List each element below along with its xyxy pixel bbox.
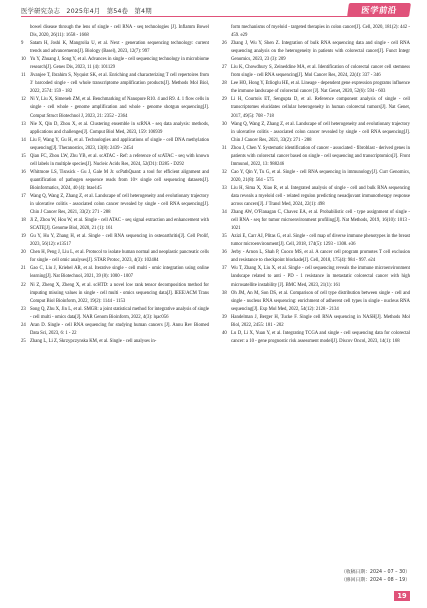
reference-text: Azizi E, Carr AJ, Plitas G, et al. Single - cell map of diverse immune phenotypes in the breast tumor microenvironment[J]. Cell, 2018, 174(5): 1293 - 1308. e36 bbox=[231, 234, 410, 248]
reference-entry bbox=[222, 145, 410, 169]
reference-text: Yu Y, Zhuang J, Song Y, et al. Advances in single - cell sequencing technology in microbiome research[J]. Genes Dis, 2023, 11 (4): 101129 bbox=[30, 57, 209, 71]
reference-entry bbox=[222, 185, 410, 209]
reference-number: 9 bbox=[21, 41, 24, 47]
reference-entry bbox=[21, 265, 209, 281]
reference-number: 34 bbox=[222, 210, 227, 216]
reference-entry bbox=[21, 217, 209, 233]
reference-number: 33 bbox=[222, 185, 227, 191]
reference-entry bbox=[222, 233, 410, 249]
reference-text: Whitmore LS, Tisnsick - Gu J, Gale M Jr. scPathQuant: a tool for efficient alignment and quantification of pathogen sequence reads from 10× single cell sequencing datasets[J]. Bioinformatics, 2024, 40 (4): btae145 bbox=[30, 169, 209, 191]
reference-text: Ji Z, Zhou W, Hou W, et al. Single - cell ATAC - seq signal extraction and enhancement with SCATE[J]. Genome Biol, 2020, 21 (1): 161 bbox=[30, 218, 209, 232]
reference-text: Ni Y, Liu X, Simeneh ZM, et al. Benchmarking of Nanopore R10. 4 and R9. 4. 1 flow cells in single - cell whole - genome amplification and whole - genome shotgun sequencing[J]. Comput Struct Biotechnol J, 2023, 21: 2352 - 2364 bbox=[30, 97, 209, 119]
reference-entry bbox=[222, 169, 410, 185]
reference-entry bbox=[21, 40, 209, 56]
reference-number: 24 bbox=[21, 322, 26, 328]
reference-number: 14 bbox=[21, 137, 26, 143]
reference-number: 22 bbox=[21, 282, 26, 288]
reference-entry bbox=[21, 338, 209, 346]
reference-text: Gu Y, Hu Y, Zhang H, et al. Single - cell RNA sequencing in osteoarthritis[J]. Cell Prolif, 2023, 56(12): e13517 bbox=[30, 234, 209, 248]
reference-text: Ni Z, Zheng X, Zheng X, et al. scHTD: a novel low rank tensor decomposition method for imputing missing values in single - cell multi - omics sequencing data[J]. IEEE/ACM Trans Comput Biol Bioinform, 2022, 19(2): 1144 - 1153 bbox=[30, 282, 209, 304]
reference-text: Jivanjee T, Ibrahim S, Nyquist SK, et al. Enriching and characterizing T cell repertoires from 3′ barcoded single - cell whole transcriptome amplification products[J]. Methods Mol Biol, 2022, 2574: 159 - 182 bbox=[30, 73, 209, 95]
reference-entry bbox=[222, 209, 410, 233]
reference-text: Gao C, Liu J, Kriebel AR, et al. Iterative single - cell multi - omic integration using online learning[J]. Nat Biotechnol, 2021, 39 (8): 1000 - 1007 bbox=[30, 266, 209, 280]
reference-entry bbox=[222, 265, 410, 289]
reference-number: 11 bbox=[21, 73, 26, 79]
journal-running-head: 医学研究杂志 2025年4月 第54卷 第4期 bbox=[21, 7, 152, 15]
reference-text: Chen H, Peng J, Liu L, et al. Protocol to isolate human normal and neoplastic pancreatic cells for single - cell omic analyses[J]. STAR Protoc, 2023, 4(3): 102484 bbox=[30, 250, 209, 264]
reference-number: 15 bbox=[21, 153, 26, 159]
reference-text: Zhang AW, O'Flanagan C, Chavez EA, et al. Probabilistic cell - type assignment of single - cell RNA - seq for tumor microenvironment profiling[J]. Nat Methods, 2019, 16(10): 1013 - 1021 bbox=[231, 210, 410, 232]
reference-number: 28 bbox=[222, 81, 227, 87]
reference-number: 25 bbox=[21, 338, 26, 344]
reference-text: Oh JM, An M, Son DS, et al. Comparison of cell type distribution between single - cell and single - nucleus RNA sequencing: enrichment of adherent cell types in single - nucleus RNA sequencing[J]. Exp Mol Med, 2022, 54(12): 2128 - 2134 bbox=[231, 290, 410, 312]
page-header bbox=[0, 0, 427, 20]
reference-number: 31 bbox=[222, 145, 227, 151]
reference-text: Song Q, Zhu X, Jin L, et al. SMGR: a joint statistical method for integrative analysis of single - cell multi - omics data[J]. NAR Genom Bioinform, 2022, 4(3): lqac056 bbox=[30, 306, 209, 320]
reference-entry bbox=[222, 249, 410, 265]
reference-entry bbox=[21, 72, 209, 96]
revised-date: （修回日期：2024 – 08 – 19） bbox=[341, 578, 410, 583]
reference-text: Aran D. Single - cell RNA sequencing for studying human cancers [J]. Annu Rev Biomed Data Sci, 2023, 6: 1 - 22 bbox=[30, 322, 209, 336]
reference-number: 29 bbox=[222, 97, 227, 103]
reference-entry bbox=[222, 80, 410, 96]
reference-number: 38 bbox=[222, 290, 227, 296]
received-date: （收稿日期：2024 – 07 – 30） bbox=[341, 570, 410, 575]
reference-number: 39 bbox=[222, 314, 227, 320]
reference-entry bbox=[21, 233, 209, 249]
reference-text: Zhang L, Li Z, Skrzypczynska KM, et al. Single - cell analyses in- bbox=[30, 338, 157, 344]
reference-text: Liu H, Sima X, Xiao R, et al. Integrated analysis of single - cell and bulk RNA sequencing data reveals a myeloid cell - related regulon predicting neoadjuvant immunotherapy response across cancers[J]. J Transl Med, 2024, 22(1): 498 bbox=[231, 185, 410, 208]
reference-text: Wu T, Zhang X, Liu X, et al. Single - cell sequencing reveals the immune microenvironment landscape related to anti - PD - 1 resistance in metastatic colorectal cancer with high microsatellite instability [J]. BMC Med, 2023, 21(1): 161 bbox=[231, 266, 410, 288]
reference-text: Lu D, Li X, Yuan Y, et al. Integrating TCGA and single - cell sequencing data for colorectal cancer: a 10 - gene prognostic risk assessment model[J]. Discov Oncol, 2023, 14(1): 168 bbox=[231, 330, 410, 344]
reference-number: 32 bbox=[222, 169, 227, 175]
reference-number: 35 bbox=[222, 234, 227, 240]
reference-number: 27 bbox=[222, 65, 227, 71]
reference-text: Wang Q, Wang Z, Zhang Z, et al. Landscape of cell heterogeneity and evolutionary trajectory in ulcerative colitis - associated colon cancer revealed by single - cell RNA sequencing[J]. Chin J Cancer Res, 2021, 33(2): 271 - 288 bbox=[30, 193, 209, 216]
section-brand-badge: 医学前沿 bbox=[347, 3, 411, 17]
reference-entry bbox=[222, 96, 410, 120]
reference-entry bbox=[222, 40, 410, 64]
header-rule bbox=[21, 16, 361, 17]
reference-text: Nie X, Qin D, Zhou X, et al. Clustering ensemble in scRNA - seq data analysis: methods, applications and challenges[J]. Comput Biol Med, 2023, 159: 106939 bbox=[30, 121, 209, 135]
reference-entry bbox=[222, 330, 410, 346]
reference-number: 21 bbox=[21, 266, 26, 272]
reference-text: bowel disease through the lens of single - cell RNA - seq technologies [J]. Inflamm Bowel Dis, 2020, 26(11): 1658 - 1668 bbox=[30, 25, 209, 39]
reference-text: Handelman J, Berger H, Tucke F. Single cell RNA sequencing in NASH[J]. Methods Mol Biol, 2022, 2455: 181 - 202 bbox=[231, 314, 410, 328]
reference-entry bbox=[222, 24, 410, 40]
reference-entry bbox=[222, 290, 410, 314]
reference-text: Liu K, Chowdhury S, Zeineddine MA, et al. Identification of colorectal cancer cell stemness from single - cell RNA sequencing[J]. Mol Cancer Res, 2024, 22(4): 337 - 346 bbox=[231, 65, 410, 79]
page-number: 19 bbox=[394, 591, 410, 601]
reference-entry bbox=[21, 121, 209, 137]
reference-text: form mechanisms of myeloid - targeted therapies in colon cancer[J]. Cell, 2020, 181(2): 442 - 459. e29 bbox=[231, 25, 410, 39]
reference-text: Lee HO, Hong Y, Etlioglu HE, et al. Lineage - dependent gene expression programs influence the immune landscape of colorectal cancer [J]. Nat Genet, 2020, 52(6): 594 - 603 bbox=[231, 81, 410, 95]
reference-number: 13 bbox=[21, 121, 26, 127]
reference-entry bbox=[21, 193, 209, 217]
reference-entry bbox=[21, 249, 209, 265]
reference-entry bbox=[21, 96, 209, 120]
reference-entry bbox=[21, 282, 209, 306]
reference-text: Qian FC, Zhou LW, Zhu YB, et al. scATAC - Ref: a reference of scATAC - seq with known cell labels in multiple species[J]. Nucleic Acids Res, 2024, 52(D1): D285 - D292 bbox=[30, 153, 209, 167]
reference-number: 40 bbox=[222, 330, 227, 336]
reference-number: 10 bbox=[21, 57, 26, 63]
reference-entry bbox=[222, 314, 410, 330]
reference-entry bbox=[222, 121, 410, 145]
reference-number: 19 bbox=[21, 234, 26, 240]
reference-entry bbox=[21, 306, 209, 322]
reference-entry bbox=[21, 137, 209, 153]
reference-number: 30 bbox=[222, 121, 227, 127]
reference-number: 37 bbox=[222, 266, 227, 272]
reference-number: 12 bbox=[21, 97, 26, 103]
reference-entry bbox=[222, 64, 410, 80]
reference-number: 26 bbox=[222, 41, 227, 47]
references-left-column bbox=[21, 24, 209, 346]
reference-number: 36 bbox=[222, 250, 227, 256]
reference-text: Zhou J, Chen Y. Systematic identification of cancer - associated - fibroblast - derived genes in patients with colorectal cancer based on single - cell sequencing and transcriptomics[J]. Front Immunol, 2022, 13: 988246 bbox=[231, 145, 410, 167]
reference-text: Satam H, Joshi K, Mangrolia U, et al. Next - generation sequencing technology: current trends and advancements[J]. Biology (Basel), 2023, 12(7): 997 bbox=[30, 41, 209, 55]
manuscript-dates bbox=[318, 569, 410, 585]
reference-entry bbox=[21, 56, 209, 72]
reference-text: Zhang J, Wu Y, Shen Z. Integration of bulk RNA sequencing data and single - cell RNA sequencing analysis on the heterogeneity in patients with colorectal cancer[J]. Funct Integr Genomics, 2023, 23 (3): 209 bbox=[231, 41, 410, 63]
reference-text: Liu F, Wang Y, Gu H, et al. Technologies and applications of single - cell DNA methylation sequencing[J]. Theranostics, 2023, 13(8): 2439 - 2454 bbox=[30, 137, 209, 151]
reference-text: Jerby - Arnon L, Shah P, Cuoco MS, et al. A cancer cell program promotes T cell exclusion and resistance to checkpoint blockade[J]. Cell, 2018, 175(4): 984 - 997. e24 bbox=[231, 250, 410, 264]
reference-number: 18 bbox=[21, 218, 26, 224]
reference-text: Wang Q, Wang Z, Zhang Z, et al. Landscape of cell heterogeneity and evolutionary trajectory in ulcerative colitis - associated colon cancer revealed by single - cell RNA sequencing[J]. Chin J Cancer Res, 2021, 33(2): 271 - 288 bbox=[231, 121, 410, 143]
reference-number: 17 bbox=[21, 193, 26, 199]
reference-entry bbox=[21, 322, 209, 338]
reference-entry bbox=[21, 24, 209, 40]
reference-number: 23 bbox=[21, 306, 26, 312]
reference-text: Cao Y, Qin Y, Tu G, et al. Single - cell RNA sequencing in immunology[J]. Curr Genomics, 2020, 21(8): 564 - 575 bbox=[231, 169, 410, 183]
reference-text: Li H, Courtois ET, Sengupta D, et al. Reference component analysis of single - cell transcriptomes elucidates cellular heterogeneity in human colorectal tumors[J]. Nat Genet, 2017, 49(5): 708 - 718 bbox=[231, 97, 410, 119]
references-right-column bbox=[222, 24, 410, 346]
reference-number: 16 bbox=[21, 169, 26, 175]
reference-entry bbox=[21, 153, 209, 169]
reference-entry bbox=[21, 169, 209, 193]
reference-number: 20 bbox=[21, 250, 26, 256]
